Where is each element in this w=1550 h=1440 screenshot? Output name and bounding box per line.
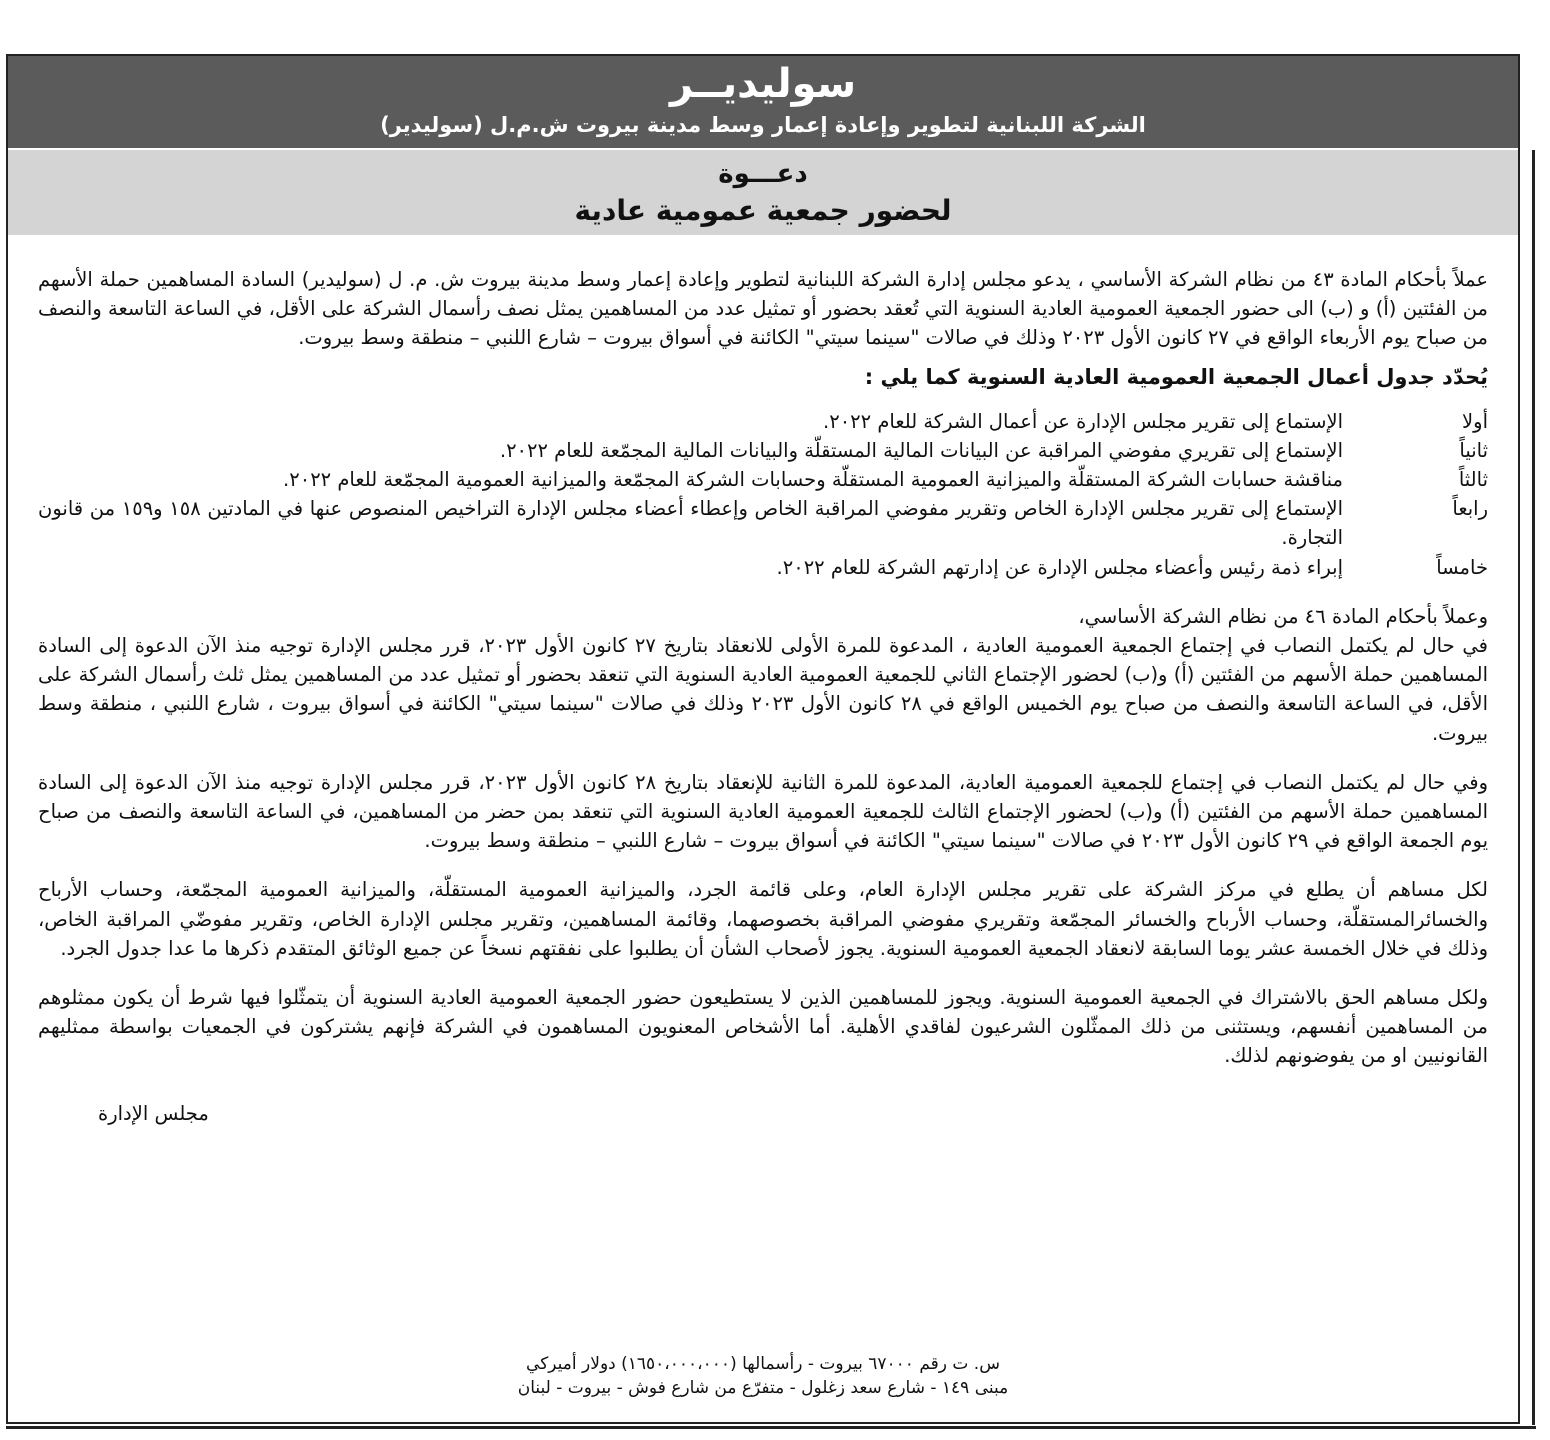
agenda-item (38, 553, 1488, 582)
agenda-item (38, 465, 1488, 494)
agenda-item (38, 407, 1488, 436)
bottom-border-rule (6, 1426, 1536, 1429)
registration-capital-line: س. ت رقم ٦٧٠٠٠ بيروت - رأسمالها (١٦٥٠،٠٠٠،٠٠٠) دولار أميركي (526, 1354, 1000, 1374)
right-border-rule (1532, 150, 1535, 1425)
participation-paragraph: ولكل مساهم الحق بالاشتراك في الجمعية العمومية السنوية. ويجوز للمساهمين الذين لا يستطيعون حضور الجمعية العمومية العادية السنوية أن يتمثّلوا فيها شرط أن يكون ممثلوهم من المساهمين أنفسهم، ويستثنى من ذلك الممثّلون الشرعيون لفاقدي الأهلية. أما الأشخاص المعنويون المساهمون في الشركة فإنهم يشتركون في الجمعيات بواسطة ممثليهم القانونيين او من يفوضونهم لذلك. (38, 986, 1488, 1068)
address-line: مبنى ١٤٩ - شارع سعد زغلول - متفرّع من شارع فوش - بيروت - لبنان (517, 1378, 1009, 1398)
agenda-list (38, 407, 1488, 582)
title-band (8, 148, 1518, 235)
title-invitation: دعـــوة (718, 159, 808, 189)
announcement-frame (6, 54, 1520, 1424)
agenda-item-text: الإستماع إلى تقريري مفوضي المراقبة عن البيانات المالية المستقلّة والبيانات المالية المجمّعة للعام ٢٠٢٢. (499, 438, 1343, 462)
agenda-item-text: مناقشة حسابات الشركة المستقلّة والميزانية العمومية المستقلّة وحسابات الشركة المجمّعة والميزانية العمومية المجمّعة للعام ٢٠٢٢. (283, 468, 1343, 492)
agenda-item (38, 436, 1488, 465)
agenda-item-label: أولا (1462, 409, 1488, 433)
third-meeting-paragraph: وفي حال لم يكتمل النصاب في إجتماع للجمعية العمومية العادية، المدعوة للمرة الثانية للإنعقاد بتاريخ ٢٨ كانون الأول ٢٠٢٣، قرر مجلس الإدارة توجيه منذ الآن الدعوة إلى السادة المساهمين حملة الأسهم من الفئتين (أ) و(ب) لحضور الإجتماع الثالث للجمعية العمومية العادية السنوية التي تنعقد بمن حضر من المساهمين، في الساعة التاسعة والنصف من صباح يوم الجمعة الواقع في ٢٩ كانون الأول ٢٠٢٣ في صالات "سينما سيتي" الكائنة في أسواق بيروت – شارع اللنبي – منطقة وسط بيروت. (38, 770, 1488, 853)
solidere-logo: سوليديــر (669, 61, 857, 107)
company-footer (8, 1352, 1518, 1400)
intro-paragraph: عملاً بأحكام المادة ٤٣ من نظام الشركة الأساسي ، يدعو مجلس إدارة الشركة اللبنانية لتطوير وإعادة إعمار وسط مدينة بيروت ش. م. ل (سوليدير) السادة المساهمين حملة الأسهم من الفئتين (أ) و (ب) الى حضور الجمعية العمومية العادية السنوية التي تُعقد بحضور أو تمثيل عدد من المساهمين يمثل نصف رأسمال الشركة على الأقل، في الساعة التاسعة والنصف من صباح يوم الأربعاء الواقع في ٢٧ كانون الأول ٢٠٢٣ وذلك في صالات "سينما سيتي" الكائنة في أسواق بيروت – شارع اللنبي – منطقة وسط بيروت. (38, 268, 1489, 350)
second-meeting-paragraph: في حال لم يكتمل النصاب في إجتماع الجمعية العمومية العادية ، المدعوة للمرة الأولى للانعقاد بتاريخ ٢٧ كانون الأول ٢٠٢٣، قرر مجلس الإدارة توجيه منذ الآن الدعوة إلى السادة المساهمين حملة الأسهم من الفئتين (أ) و(ب) لحضور الإجتماع الثاني للجمعية العمومية العادية السنوية التي تنعقد بحضور أو تمثيل عدد من المساهمين يمثل ثلث رأسمال الشركة على الأقل، في الساعة التاسعة والنصف من صباح يوم الخميس الواقع في ٢٨ كانون الأول ٢٠٢٣ وذلك في صالات "سينما سيتي" الكائنة في أسواق بيروت ، شارع اللنبي ، منطقة وسط بيروت. (38, 634, 1488, 745)
article-46-intro: وعملاً بأحكام المادة ٤٦ من نظام الشركة الأساسي، (1078, 604, 1488, 628)
agenda-heading: يُحدّد جدول أعمال الجمعية العمومية العادية السنوية كما يلي : (864, 364, 1488, 389)
agenda-item-label: ثالثاً (1458, 468, 1488, 492)
agenda-item-text: الإستماع إلى تقرير مجلس الإدارة الخاص وتقرير مفوضي المراقبة الخاص وإعطاء أعضاء مجلس الإدارة التراخيص المنصوص عنها في المادتين ١٥٨ و١٥٩ من قانون التجارة. (38, 497, 1343, 550)
board-signature: مجلس الإدارة (98, 1101, 209, 1125)
agenda-item-label: خامساً (1436, 555, 1488, 579)
agenda-item-text: الإستماع إلى تقرير مجلس الإدارة عن أعمال الشركة للعام ٢٠٢٢. (823, 409, 1343, 433)
announcement-body (8, 235, 1518, 1128)
header-band (8, 56, 1518, 148)
company-name: الشركة اللبنانية لتطوير وإعادة إعمار وسط مدينة بيروت ش.م.ل (سوليدير) (380, 113, 1146, 137)
documents-paragraph: لكل مساهم أن يطلع في مركز الشركة على تقرير مجلس الإدارة العام، وعلى قائمة الجرد، والميزانية العمومية المستقلّة، والميزانية العمومية المجمّعة، وحساب الأرباح والخسائرالمستقلّة، وحساب الأرباح والخسائر المجمّعة وتقريري مفوضي المراقبة بخصوصهما، وقائمة المساهمين، وتقرير مجلس الإدارة الخاص، وتقرير مفوضّي المراقبة الخاص، وذلك في خلال الخمسة عشر يوما السابقة لانعقاد الجمعية العمومية السنوية. يجوز لأصحاب الشأن أن يطلبوا على نفقتهم نسخاً عن جميع الوثائق المتقدم ذكرها ما عدا جدول الجرد. (38, 878, 1488, 960)
agenda-item-text: إبراء ذمة رئيس وأعضاء مجلس الإدارة عن إدارتهم الشركة للعام ٢٠٢٢. (776, 555, 1343, 579)
agenda-item (38, 494, 1488, 552)
title-meeting: لحضور جمعية عمومية عادية (574, 194, 952, 227)
agenda-item-label: ثانياً (1459, 438, 1488, 462)
agenda-item-label: رابعاً (1452, 497, 1488, 521)
